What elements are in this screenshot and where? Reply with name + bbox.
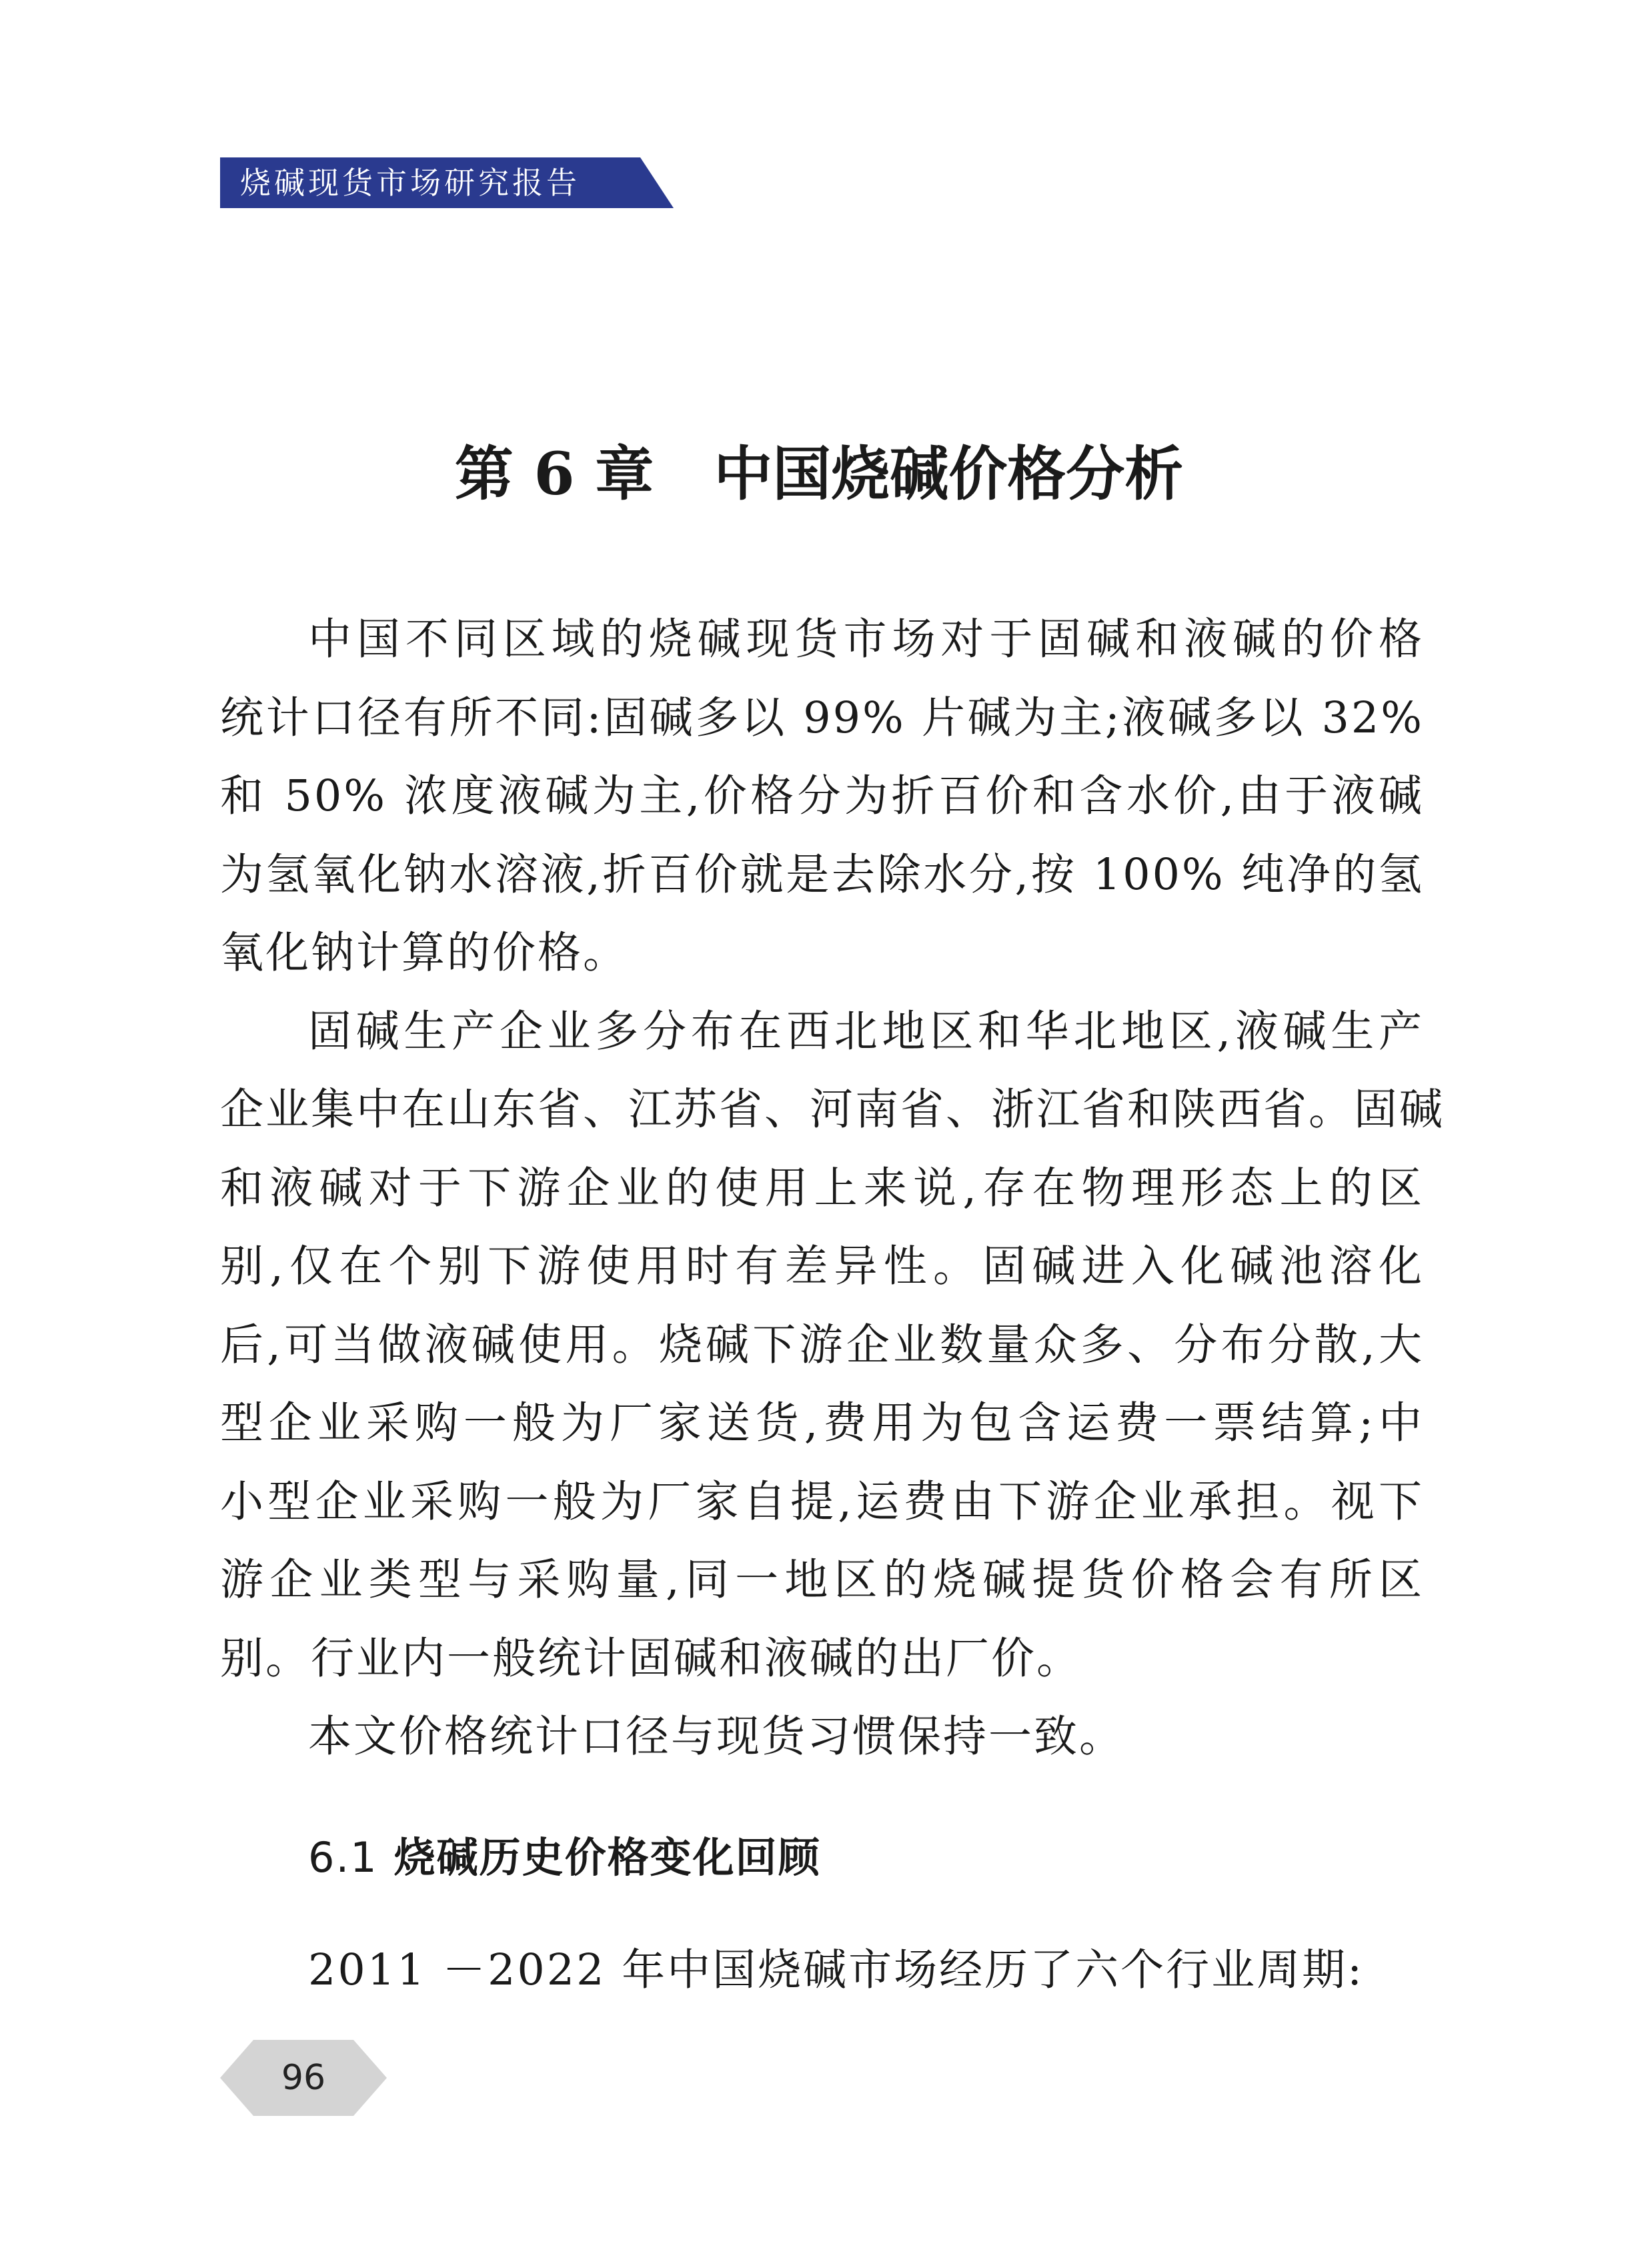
- body-text: [220, 600, 1445, 1776]
- text-line: 固碱生产企业多分布在西北地区和华北地区,液碱生产: [308, 1006, 1424, 1057]
- running-header-title: 烧碱现货市场研究报告: [240, 165, 580, 201]
- paragraph: [220, 600, 1424, 993]
- page-number: 96: [281, 2058, 326, 2098]
- text-line: 2011 －2022 年中国烧碱市场经历了六个行业周期:: [308, 1945, 1365, 1995]
- text-line: 别。行业内一般统计固碱和液碱的出厂价。: [220, 1633, 1082, 1684]
- paragraph: [220, 1698, 1424, 1776]
- text-line: 型企业采购一般为厂家送货,费用为包含运费一票结算;中: [220, 1398, 1424, 1448]
- text-line: 氧化钠计算的价格。: [220, 928, 629, 978]
- text-line: 本文价格统计口径与现货习惯保持一致。: [308, 1712, 1125, 1762]
- section-title: 烧碱历史价格变化回顾: [393, 1833, 821, 1882]
- text-line: 和液碱对于下游企业的使用上来说,存在物理形态上的区: [220, 1163, 1424, 1213]
- chapter-number: 第 6 章: [454, 439, 654, 508]
- text-line: 游企业类型与采购量,同一地区的烧碱提货价格会有所区: [220, 1555, 1424, 1605]
- text-line: 别,仅在个别下游使用时有差异性。固碱进入化碱池溶化: [220, 1241, 1424, 1291]
- running-header-tag: [220, 157, 674, 208]
- text-line: 小型企业采购一般为厂家自提,运费由下游企业承担。视下: [220, 1476, 1424, 1527]
- text-line: 中国不同区域的烧碱现货市场对于固碱和液碱的价格: [308, 614, 1424, 664]
- page-number-badge: [220, 2035, 387, 2121]
- text-line: 为氢氧化钠水溶液,折百价就是去除水分,按 100% 纯净的氢: [220, 849, 1424, 900]
- paragraph: [220, 993, 1445, 1698]
- text-line: 统计口径有所不同:固碱多以 99% 片碱为主;液碱多以 32%: [220, 692, 1424, 743]
- chapter-name: 中国烧碱价格分析: [714, 439, 1184, 508]
- text-line: 后,可当做液碱使用。烧碱下游企业数量众多、分布分散,大: [220, 1319, 1424, 1370]
- section-heading: [308, 1818, 821, 1898]
- chapter-title: [0, 427, 1638, 520]
- section-number: 6.1: [308, 1833, 378, 1882]
- text-line: 和 50% 浓度液碱为主,价格分为折百价和含水价,由于液碱: [220, 771, 1424, 821]
- text-line: 企业集中在山东省、江苏省、河南省、浙江省和陕西省。固碱: [220, 1085, 1445, 1135]
